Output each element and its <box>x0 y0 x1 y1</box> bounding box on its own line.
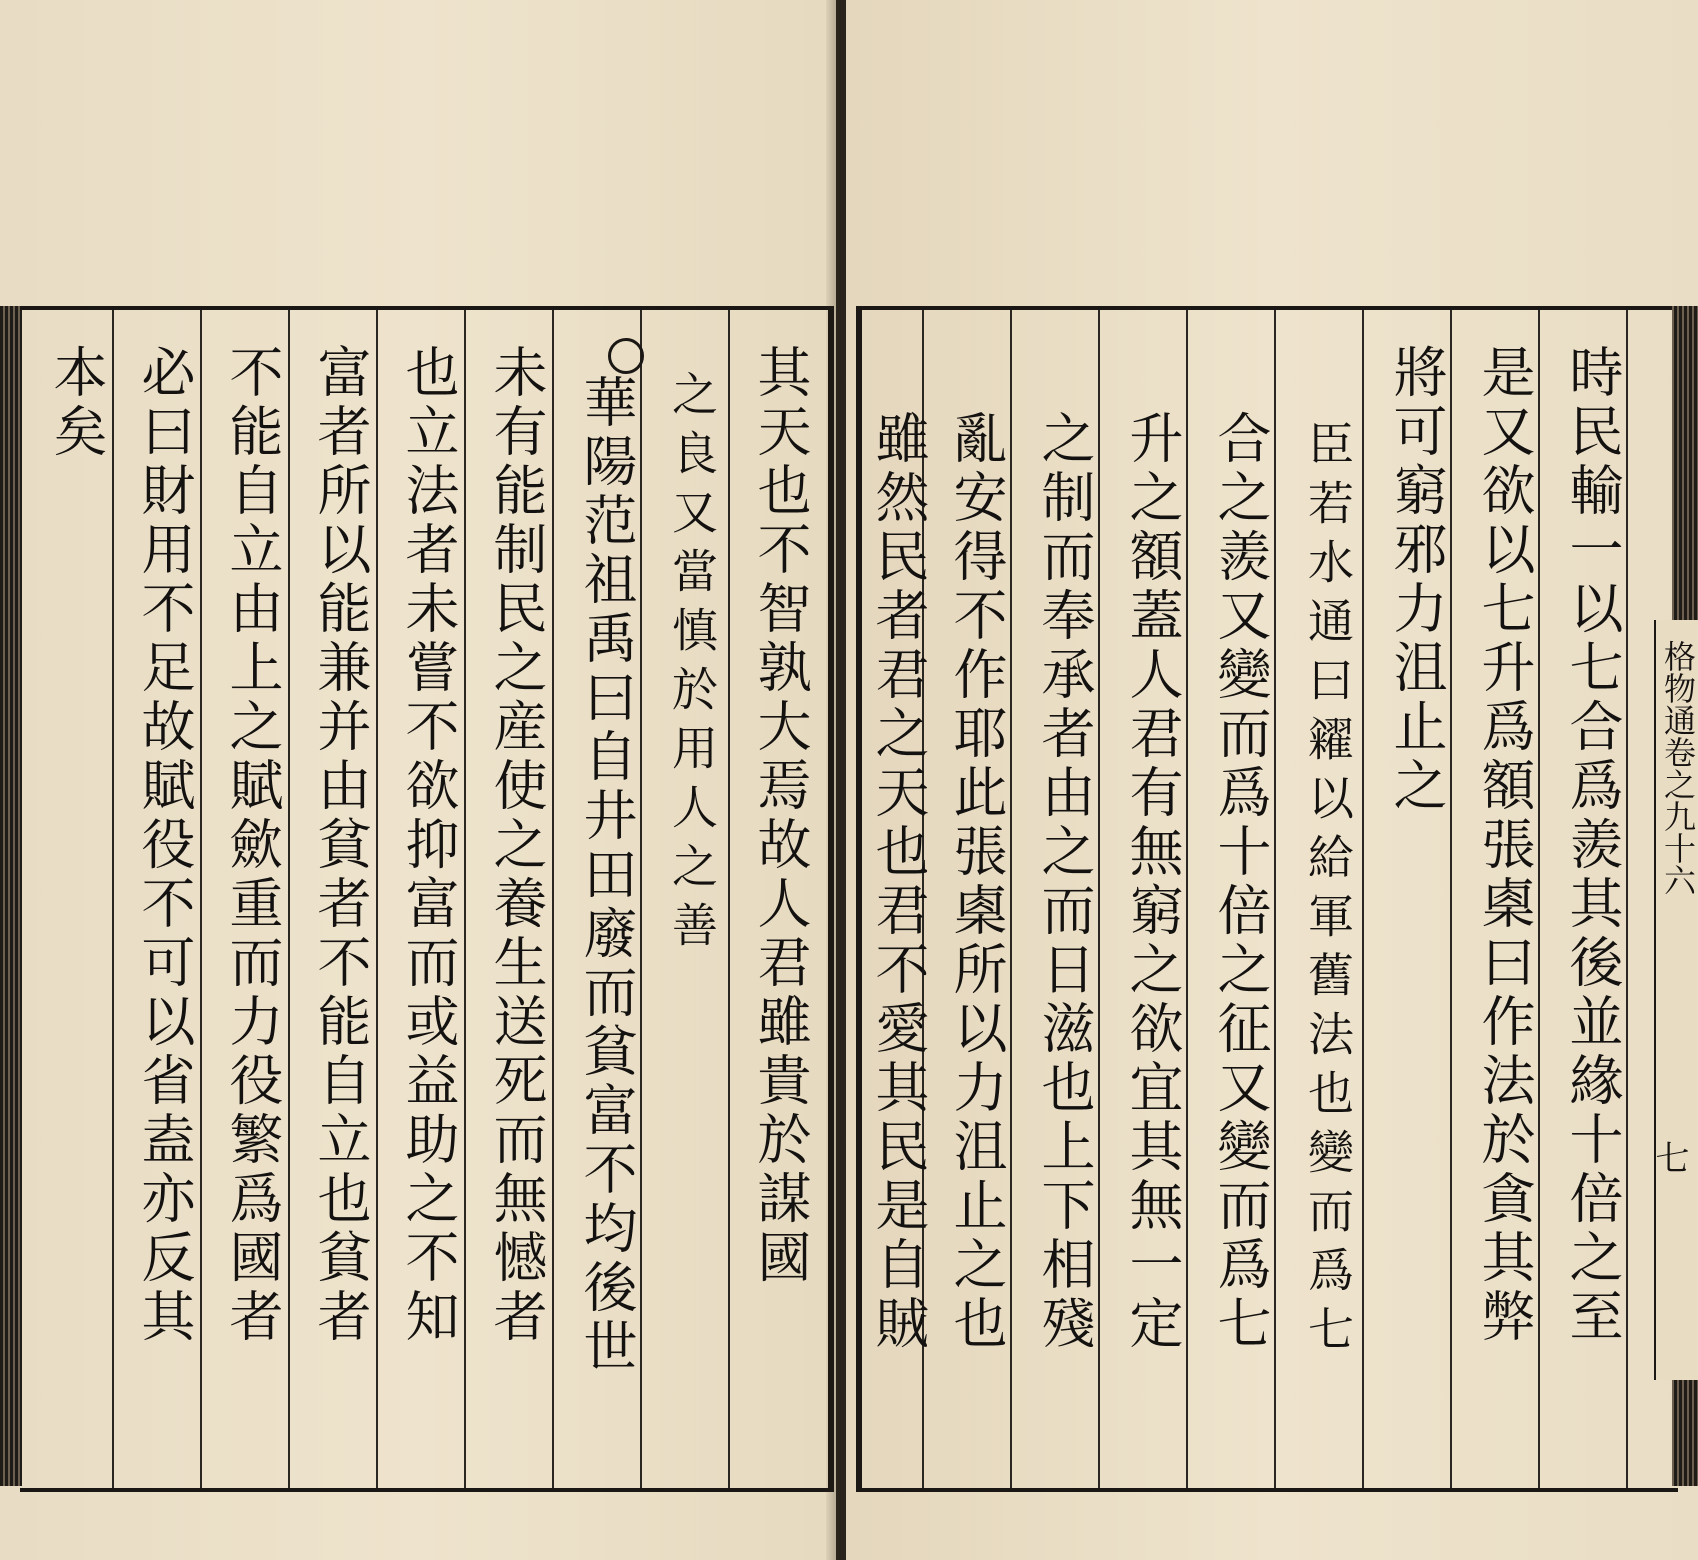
text-column-5: 合之羨又變而爲十倍之征又變而爲七 <box>1209 410 1272 1354</box>
commentary-circle-marker <box>608 338 644 374</box>
margin-title: 格物通卷之九十六 <box>1659 640 1697 896</box>
text-column-6: 升之額蓋人君有無窮之欲宜其無一定 <box>1121 410 1184 1354</box>
column-rule <box>728 310 730 1488</box>
text-column-2: 是又欲以七升爲額張㮚曰作法於貪其弊 <box>1473 344 1536 1347</box>
column-rule <box>1186 310 1188 1488</box>
column-rule <box>464 310 466 1488</box>
folio-number: 七 <box>1649 1140 1689 1174</box>
column-rule <box>1098 310 1100 1488</box>
column-rule <box>1626 310 1628 1488</box>
left-page-edge <box>0 306 22 1486</box>
right-text-frame <box>856 306 1678 1492</box>
left-page <box>0 0 836 1560</box>
column-rule <box>1538 310 1540 1488</box>
column-rule <box>1274 310 1276 1488</box>
column-rule <box>640 310 642 1488</box>
text-column-9: 雖然民者君之天也君不愛其民是自賊 <box>867 410 930 1354</box>
left-text-frame <box>20 306 834 1492</box>
column-rule <box>200 310 202 1488</box>
text-column-1: 其天也不智孰大焉故人君雖貴於謀國 <box>749 344 812 1288</box>
text-column-8: 亂安得不作耶此張㮚所以力沮止之也 <box>945 410 1008 1354</box>
text-column-3: 將可窮邪力沮止之 <box>1385 344 1448 816</box>
column-rule <box>288 310 290 1488</box>
text-column-6: 富者所以能兼并由貧者不能自立也貧者 <box>309 344 372 1347</box>
text-column-9: 本矣 <box>45 344 108 462</box>
text-column-7: 之制而奉承者由之而日滋也上下相殘 <box>1033 410 1096 1354</box>
text-column-3: 華陽范祖禹曰自井田廢而貧富不均後世 <box>575 374 638 1377</box>
column-rule <box>1010 310 1012 1488</box>
text-column-2: 之良又當慎於用人之善 <box>665 370 719 960</box>
column-rule <box>1362 310 1364 1488</box>
column-rule <box>376 310 378 1488</box>
text-column-8: 必曰財用不足故賦役不可以省盍亦反其 <box>133 344 196 1347</box>
column-rule <box>1450 310 1452 1488</box>
column-rule <box>112 310 114 1488</box>
column-rule <box>552 310 554 1488</box>
text-column-7: 不能自立由上之賦歛重而力役繁爲國者 <box>221 344 284 1347</box>
text-column-4: 未有能制民之産使之養生送死而無憾者 <box>485 344 548 1347</box>
text-column-4: 臣若水通曰糴以給軍舊法也變而爲七 <box>1301 420 1355 1364</box>
text-column-5: 也立法者未嘗不欲抑富而或益助之不知 <box>397 344 460 1347</box>
text-column-1: 時民輸一以七合爲羨其後並緣十倍之至 <box>1561 344 1624 1347</box>
